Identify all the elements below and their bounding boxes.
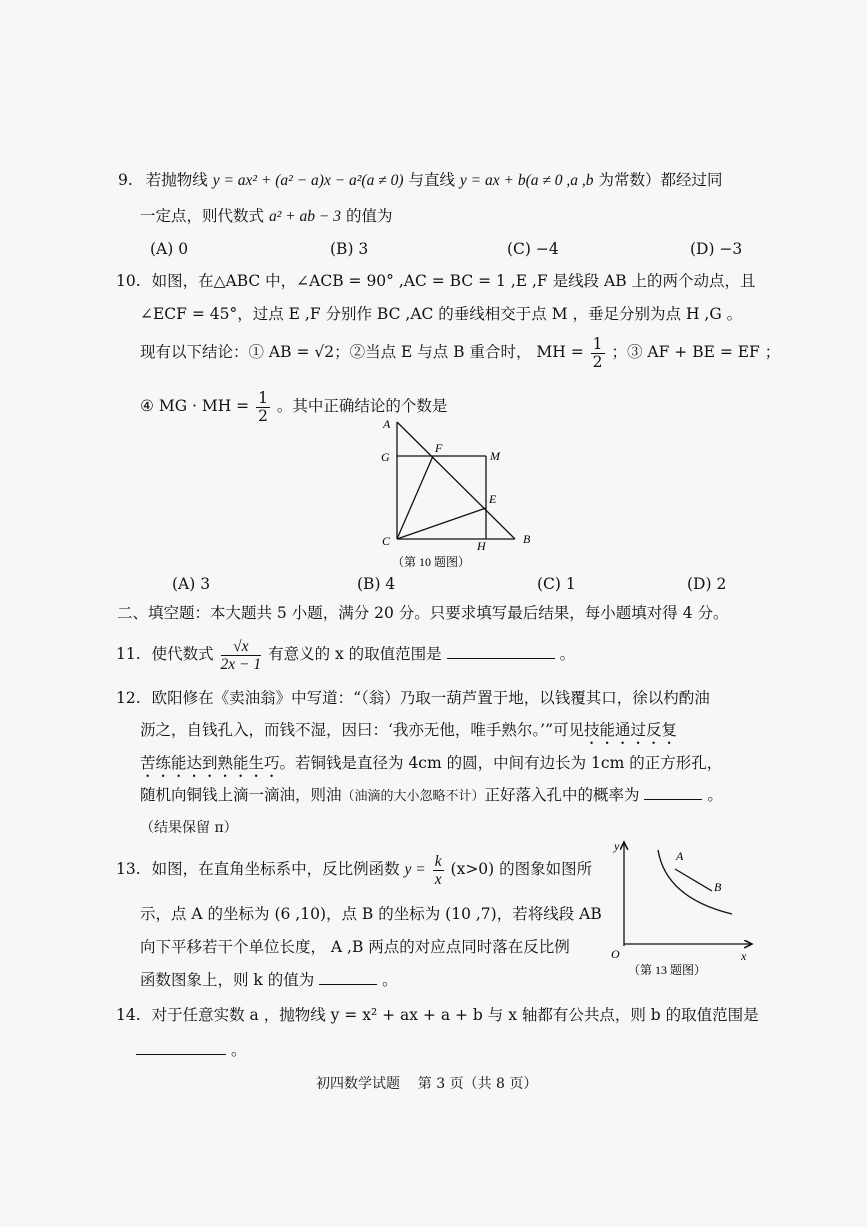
- q11-fraction: [221, 638, 262, 673]
- q9-number: 9.: [118, 171, 133, 189]
- page-footer: 初四数学试题 第 3 页（共 8 页）: [316, 1076, 538, 1092]
- q9-parabola: y = ax² + (a² − a)x − a²(a ≠ 0): [212, 172, 404, 189]
- q13-text: 。: [382, 971, 398, 989]
- seg-CF: [397, 456, 433, 539]
- q14-line-2: [136, 1040, 246, 1060]
- q13-text: 如图，在直角坐标系中，反比例函数: [151, 860, 400, 878]
- q9-text: 若抛物线: [145, 171, 208, 189]
- q13-line-1: [116, 850, 592, 889]
- q10-text: 。其中正确结论的个数是: [276, 397, 448, 415]
- q9-line-equation: y = ax + b(a ≠ 0 ,a ,b: [459, 172, 594, 189]
- q12-emphasis-text: 苦练能达到熟能生巧: [140, 754, 280, 772]
- q12-answer-blank[interactable]: [644, 785, 702, 800]
- label-A: A: [383, 417, 391, 431]
- q12-text: 随机向铜钱上滴一滴油，则油: [140, 786, 342, 804]
- fraction-denominator: 2: [592, 352, 603, 371]
- q13-line-3: 向下平移若干个单位长度， A ,B 两点的对应点同时落在反比例: [140, 938, 570, 956]
- label-C: C: [382, 534, 391, 548]
- fraction-numerator: 1: [258, 388, 268, 407]
- q9-option-b: (B) 3: [330, 240, 369, 258]
- q9-option-d: (D) −3: [690, 240, 743, 258]
- q10-line-3: [140, 334, 780, 371]
- fraction-numerator: 1: [592, 334, 603, 353]
- label-H: H: [477, 539, 486, 553]
- q12-text: 欧阳修在《卖油翁》中写道：“（翁）乃取一葫芦置于地，以钱覆其口，徐以杓酌油: [151, 689, 710, 707]
- q13-text: (x>0) 的图象如图所: [450, 860, 593, 878]
- q10-option-d: (D) 2: [687, 575, 727, 593]
- q14-line-1: [116, 1005, 759, 1025]
- q13-number: 13.: [116, 860, 141, 878]
- label-B: B: [714, 880, 722, 894]
- q13-caption: （第 13 题图）: [628, 963, 707, 976]
- section-2-heading: 二、填空题：本大题共 5 小题，满分 20 分。只要求填写最后结果，每小题填对得 4 分。: [117, 604, 729, 622]
- q9-option-c: (C) −4: [507, 240, 559, 258]
- q9-text: 的值为: [345, 207, 393, 225]
- fraction-numerator: √x: [221, 638, 262, 656]
- q9-text: 与直线: [408, 171, 455, 189]
- q12-emphasis-text: 技能通过反复: [584, 721, 678, 739]
- q11-text: 使代数式: [151, 645, 214, 663]
- fraction-numerator: k: [434, 852, 442, 870]
- q12-small-note: （油滴的大小忽略不计）: [341, 789, 485, 804]
- q13-function-lhs: y =: [404, 861, 426, 878]
- fraction-one-half: [591, 336, 605, 371]
- q9-text: 一定点，则代数式: [140, 207, 265, 225]
- q10-option-a: (A) 3: [172, 575, 211, 593]
- q14-text: 。: [230, 1041, 247, 1059]
- q9-option-a: (A) 0: [150, 240, 189, 258]
- q12-line-2: [140, 720, 677, 748]
- fraction-denominator: 2: [258, 406, 268, 425]
- q10-line-2: [140, 304, 742, 324]
- q14-answer-blank[interactable]: [136, 1040, 226, 1055]
- q9-line-1: [118, 170, 722, 191]
- q11-number: 11.: [116, 645, 141, 663]
- fraction-denominator: 2x − 1: [220, 655, 262, 673]
- axis-label-x: x: [741, 949, 747, 963]
- fraction-one-half: [256, 390, 270, 425]
- q10-text: ∠ECF = 45°，过点 E ,F 分别作 BC ,AC 的垂线相交于点 M ，垂足分别为点 H ,G 。: [140, 305, 743, 323]
- q11-text: 有意义的 x 的取值范围是: [268, 645, 442, 663]
- label-B: B: [523, 532, 531, 546]
- q9-text: 为常数）都经过同: [598, 171, 723, 189]
- q12-text: 正好落入孔中的概率为: [484, 786, 640, 804]
- label-G: G: [381, 450, 390, 464]
- label-A: A: [676, 849, 684, 863]
- label-M: M: [490, 449, 500, 463]
- q11-line: [116, 634, 575, 674]
- q12-line-3: [140, 753, 722, 781]
- fraction-denominator: x: [434, 870, 442, 888]
- q10-text: ④ MG · MH =: [140, 397, 250, 415]
- origin-label: O: [611, 947, 620, 961]
- q10-text: 现有以下结论：① AB = √2；②当点 E 与点 B 重合时， MH =: [140, 343, 584, 361]
- q13-line-2: 示，点 A 的坐标为 (6 ,10)，点 B 的坐标为 (10 ,7)，若将线段 AB: [140, 905, 602, 923]
- q12-line-4: [140, 785, 723, 807]
- q12-note: （结果保留 π）: [140, 820, 238, 836]
- seg-CE: [397, 508, 486, 539]
- seg-AB: [397, 422, 515, 539]
- q9-expression: a² + ab − 3: [268, 208, 342, 225]
- label-E: E: [489, 492, 497, 506]
- q13-text: 函数图象上，则 k 的值为: [140, 971, 315, 989]
- q10-option-c: (C) 1: [537, 575, 576, 593]
- axis-label-y: y: [614, 839, 620, 853]
- q12-text: 沥之，自钱孔入，而钱不湿，因曰：‘我亦无他，唯手熟尔。’”可见: [140, 721, 585, 739]
- q13-figure: [602, 836, 762, 976]
- q13-answer-blank[interactable]: [319, 970, 377, 985]
- q12-text: 。若铜钱是直径为 4cm 的圆，中间有边长为 1cm 的正方形孔，: [279, 754, 723, 772]
- q10-text: 如图，在△ABC 中，∠ACB = 90° ,AC = BC = 1 ,E ,F 是线段 AB 上的两个动点，且: [151, 272, 756, 290]
- q11-answer-blank[interactable]: [447, 644, 555, 659]
- q13-fraction: [433, 853, 444, 888]
- q13-line-4: [140, 970, 398, 990]
- q10-number: 10.: [116, 272, 141, 290]
- label-F: F: [435, 441, 443, 455]
- q10-option-b: (B) 4: [357, 575, 396, 593]
- q10-figure: [370, 412, 550, 572]
- q14-text: 对于任意实数 a ，抛物线 y = x² + ax + a + b 与 x 轴都有公共点，则 b 的取值范围是: [151, 1006, 759, 1024]
- q14-number: 14.: [116, 1006, 141, 1024]
- q10-line-1: [116, 271, 756, 291]
- q11-text: 。: [559, 645, 576, 663]
- q12-line-1: [116, 688, 710, 708]
- segment-AB: [675, 869, 712, 891]
- q12-text: 。: [707, 786, 723, 804]
- q10-text: ；③ AF + BE = EF ；: [611, 343, 781, 361]
- q9-line-2: [140, 206, 392, 227]
- q10-caption: （第 10 题图）: [392, 555, 471, 569]
- q12-number: 12.: [116, 689, 141, 707]
